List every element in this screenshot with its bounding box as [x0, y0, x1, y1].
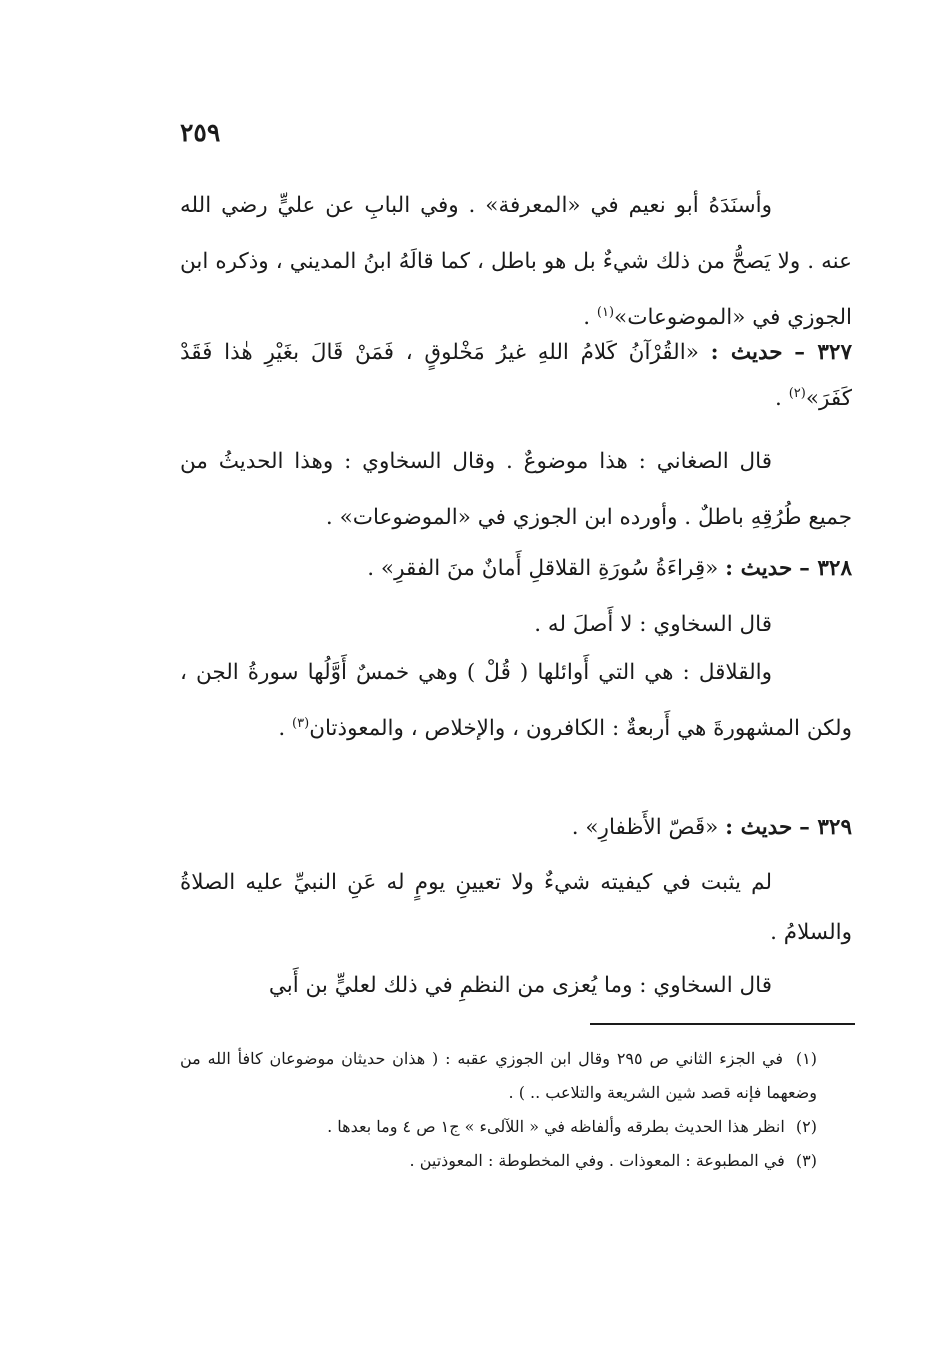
paragraph-commentary: قال الصغاني : هذا موضوعٌ . وقال السخاوي : وهذا الحديثُ من جميع طُرُقِهِ باطلٌ . وأورده ابن الجوزي في «الموضوعات» . [180, 449, 852, 530]
entry-327 [180, 330, 852, 422]
footnote-ref: (٢) [788, 385, 806, 401]
entry-329 [180, 800, 852, 856]
footnote-1 [180, 1042, 852, 1110]
footnote-ref: (١) [596, 304, 615, 320]
footnote-ref: (٣) [292, 715, 310, 731]
entry-label: حديث : [710, 340, 783, 365]
footnote-2 [180, 1110, 852, 1144]
entry-text: «قِراءَةُ سُورَةِ القلاقلِ أَمانٌ منَ الفقرِ» . [367, 556, 726, 581]
footnote-separator [590, 1023, 855, 1025]
entry-number: ٣٢٩ – [799, 815, 852, 840]
page-number: ٢٥٩ [180, 118, 221, 147]
footnote-number: (١) [795, 1049, 818, 1068]
entry-328 [180, 541, 852, 597]
footnote-number: (٣) [795, 1151, 817, 1170]
entry-tail: . [775, 386, 789, 411]
paragraph-continuation [180, 178, 852, 346]
entry-label: حديث : [725, 815, 793, 840]
footnote-text: انظر هذا الحديث بطرقه وألفاظه في « اللآلىء » ج١ ص ٤ وما بعدها . [327, 1117, 785, 1136]
entry-text: «قَصّ الأَظفارِ» . [571, 815, 726, 840]
paragraph-commentary: قال السخاوي : لا أَصلَ له . [534, 612, 772, 637]
entry-number: ٣٢٧ – [794, 340, 852, 365]
entry-text: «القُرْآنُ كَلامُ اللهِ غيرُ مَخْلوقٍ ، فَمَنْ قَالَ بغَيْرِ هٰذا فَقَدْ كَفَرَ» [180, 340, 852, 411]
footnote-number: (٢) [795, 1117, 817, 1136]
paragraph-commentary: لم يثبت في كيفيته شيءٌ ولا تعيينِ يومٍ له عَنِ النبيِّ عليه الصلاةُ والسلامُ . [180, 870, 852, 945]
paragraph-commentary: قال السخاوي : وما يُعزى من النظمِ في ذلك لعليٍّ بن أَبي [268, 973, 772, 998]
paragraph-tail: . [278, 716, 293, 741]
paragraph-text: والقلاقل : هي التي أَوائلها ( قُلْ ) وهي خمسٌ أَوَّلُها سورةُ الجن ، ولكن المشهورةَ هي أَربعةٌ : الكافرون ، والإخلاص ، والمعوذتان [180, 660, 852, 741]
entry-number: ٣٢٨ – [799, 556, 852, 581]
footnote-3 [180, 1144, 852, 1178]
footnote-text: في المطبوعة : المعوذات . وفي المخطوطة : المعوذتين . [409, 1151, 785, 1170]
footnotes [180, 1042, 852, 1178]
footnote-text: في الجزء الثاني ص ٢٩٥ وقال ابن الجوزي عقبه : ( هذان حديثان موضوعان كافأ الله من وضعهما فإنه قصد شين الشريعة والتلاعب .. ) . [180, 1049, 817, 1102]
paragraph-commentary [180, 645, 852, 757]
paragraph-text: وأسنَدَهُ أبو نعيم في «المعرفة» . وفي البابِ عن عليٍّ رضي الله عنه . ولا يَصحُّ من ذلك شيءٌ بل هو باطل ، كما قالَهُ ابنُ المديني ، وذكره ابن الجوزي في «الموضوعات» [180, 193, 852, 330]
paragraph-tail: . [583, 305, 597, 330]
entry-label: حديث : [725, 556, 793, 581]
